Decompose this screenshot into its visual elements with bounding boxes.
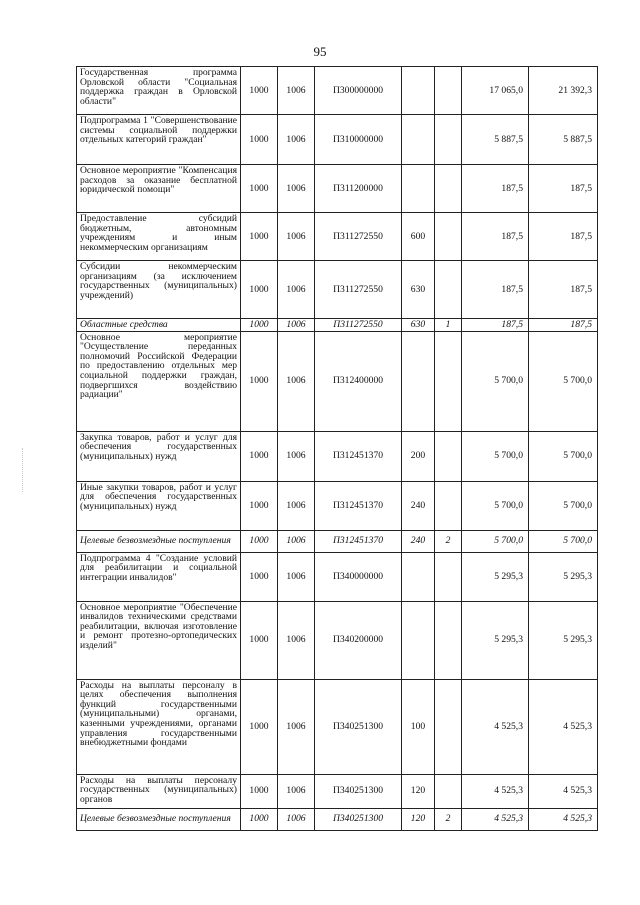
table-row (77, 431, 598, 481)
row-amount-1: 4 525,3 (462, 808, 529, 830)
row-target-article: П312451370 (315, 530, 402, 552)
row-name: Целевые безвозмездные поступления (77, 808, 241, 830)
row-target-article: П340000000 (315, 552, 402, 601)
row-amount-2: 5 700,0 (529, 481, 598, 530)
row-amount-1: 4 525,3 (462, 774, 529, 808)
row-funding-source (435, 679, 462, 774)
row-section: 1000 (241, 679, 278, 774)
row-funding-source (435, 213, 462, 261)
row-funding-source (435, 431, 462, 481)
table-row (77, 601, 598, 679)
row-section: 1000 (241, 331, 278, 431)
row-name: Целевые безвозмездные поступления (77, 530, 241, 552)
row-subsection: 1006 (278, 319, 315, 332)
row-section: 1000 (241, 552, 278, 601)
row-subsection: 1006 (278, 331, 315, 431)
table-row (77, 774, 598, 808)
row-section: 1000 (241, 213, 278, 261)
table-row (77, 67, 598, 115)
row-subsection: 1006 (278, 431, 315, 481)
row-name: Государственная программа Орловской области "Социальная поддержка граждан в Орловской области" (77, 67, 241, 115)
row-expense-type: 240 (402, 530, 435, 552)
scan-margin-mark (22, 448, 24, 492)
row-expense-type (402, 115, 435, 165)
row-subsection: 1006 (278, 530, 315, 552)
row-amount-2: 187,5 (529, 319, 598, 332)
row-amount-2: 21 392,3 (529, 67, 598, 115)
row-expense-type (402, 67, 435, 115)
row-section: 1000 (241, 165, 278, 213)
row-section: 1000 (241, 67, 278, 115)
table-row (77, 530, 598, 552)
row-subsection: 1006 (278, 601, 315, 679)
row-funding-source: 1 (435, 319, 462, 332)
row-subsection: 1006 (278, 261, 315, 319)
row-name: Расходы на выплаты персоналу государственных (муниципальных) органов (77, 774, 241, 808)
row-target-article: П312451370 (315, 431, 402, 481)
row-funding-source (435, 481, 462, 530)
row-section: 1000 (241, 261, 278, 319)
row-amount-2: 187,5 (529, 213, 598, 261)
row-subsection: 1006 (278, 679, 315, 774)
row-amount-1: 5 295,3 (462, 601, 529, 679)
row-name: Предоставление субсидий бюджетным, автономным учреждениям и иным некоммерческим организациям (77, 213, 241, 261)
row-section: 1000 (241, 431, 278, 481)
row-target-article: П340200000 (315, 601, 402, 679)
row-expense-type: 100 (402, 679, 435, 774)
row-amount-2: 5 295,3 (529, 601, 598, 679)
row-target-article: П312400000 (315, 331, 402, 431)
row-amount-1: 187,5 (462, 213, 529, 261)
table-row (77, 319, 598, 332)
row-name: Основное мероприятие "Осуществление переданных полномочий Российской Федерации по предоставлению отдельных мер социальной поддержки граждан, подвергшихся воздействию радиации" (77, 331, 241, 431)
row-name: Закупка товаров, работ и услуг для обеспечения государственных (муниципальных) нужд (77, 431, 241, 481)
row-subsection: 1006 (278, 115, 315, 165)
row-name: Подпрограмма 4 "Создание условий для реабилитации и социальной интеграции инвалидов" (77, 552, 241, 601)
row-funding-source (435, 601, 462, 679)
row-section: 1000 (241, 601, 278, 679)
row-name: Областные средства (77, 319, 241, 332)
row-amount-1: 187,5 (462, 165, 529, 213)
row-subsection: 1006 (278, 552, 315, 601)
row-amount-1: 5 295,3 (462, 552, 529, 601)
row-amount-2: 4 525,3 (529, 808, 598, 830)
row-name: Основное мероприятие "Обеспечение инвалидов техническими средствами реабилитации, включая изготовление и ремонт протезно-ортопедических изделий" (77, 601, 241, 679)
row-target-article: П311272550 (315, 213, 402, 261)
row-target-article: П311272550 (315, 261, 402, 319)
row-name: Подпрограмма 1 "Совершенствование системы социальной поддержки отдельных категорий граждан" (77, 115, 241, 165)
row-amount-2: 187,5 (529, 261, 598, 319)
row-subsection: 1006 (278, 774, 315, 808)
row-amount-1: 5 887,5 (462, 115, 529, 165)
row-expense-type (402, 165, 435, 213)
table-body (77, 67, 598, 831)
row-section: 1000 (241, 115, 278, 165)
row-target-article: П340251300 (315, 774, 402, 808)
row-amount-1: 5 700,0 (462, 530, 529, 552)
row-expense-type: 120 (402, 774, 435, 808)
row-amount-1: 5 700,0 (462, 331, 529, 431)
row-subsection: 1006 (278, 213, 315, 261)
row-name: Расходы на выплаты персоналу в целях обеспечения выполнения функций государственными (муниципальными) органами, казенными учреждениями, органами управления государственными внебюджетными фондами (77, 679, 241, 774)
row-target-article: П300000000 (315, 67, 402, 115)
row-amount-1: 5 700,0 (462, 431, 529, 481)
page-number: 95 (313, 44, 327, 59)
row-subsection: 1006 (278, 808, 315, 830)
row-funding-source (435, 331, 462, 431)
table-row (77, 213, 598, 261)
row-funding-source (435, 115, 462, 165)
row-amount-2: 5 700,0 (529, 331, 598, 431)
row-section: 1000 (241, 530, 278, 552)
row-section: 1000 (241, 808, 278, 830)
row-name: Основное мероприятие "Компенсация расходов за оказание бесплатной юридической помощи" (77, 165, 241, 213)
row-subsection: 1006 (278, 67, 315, 115)
row-expense-type: 240 (402, 481, 435, 530)
row-name: Иные закупки товаров, работ и услуг для обеспечения государственных (муниципальных) нужд (77, 481, 241, 530)
row-expense-type (402, 552, 435, 601)
row-amount-2: 4 525,3 (529, 774, 598, 808)
table-row (77, 261, 598, 319)
row-target-article: П340251300 (315, 679, 402, 774)
row-amount-1: 4 525,3 (462, 679, 529, 774)
row-target-article: П310000000 (315, 115, 402, 165)
row-amount-2: 5 295,3 (529, 552, 598, 601)
budget-table (76, 66, 598, 831)
row-funding-source: 2 (435, 530, 462, 552)
row-expense-type: 600 (402, 213, 435, 261)
row-amount-1: 5 700,0 (462, 481, 529, 530)
row-funding-source: 2 (435, 808, 462, 830)
row-funding-source (435, 165, 462, 213)
row-funding-source (435, 552, 462, 601)
table-row (77, 808, 598, 830)
row-amount-1: 187,5 (462, 319, 529, 332)
row-expense-type: 200 (402, 431, 435, 481)
table-row (77, 481, 598, 530)
row-expense-type: 630 (402, 261, 435, 319)
row-amount-2: 5 700,0 (529, 530, 598, 552)
row-subsection: 1006 (278, 165, 315, 213)
row-funding-source (435, 774, 462, 808)
row-amount-2: 5 887,5 (529, 115, 598, 165)
table-row (77, 115, 598, 165)
row-amount-1: 187,5 (462, 261, 529, 319)
row-section: 1000 (241, 481, 278, 530)
row-funding-source (435, 261, 462, 319)
row-amount-2: 187,5 (529, 165, 598, 213)
row-expense-type (402, 601, 435, 679)
row-amount-2: 5 700,0 (529, 431, 598, 481)
row-name: Субсидии некоммерческим организациям (за исключением государственных (муниципальных) учреждений) (77, 261, 241, 319)
table-row (77, 552, 598, 601)
row-section: 1000 (241, 319, 278, 332)
row-target-article: П340251300 (315, 808, 402, 830)
row-expense-type (402, 331, 435, 431)
table-row (77, 679, 598, 774)
row-expense-type: 120 (402, 808, 435, 830)
table-row (77, 165, 598, 213)
row-target-article: П311200000 (315, 165, 402, 213)
row-funding-source (435, 67, 462, 115)
row-subsection: 1006 (278, 481, 315, 530)
row-expense-type: 630 (402, 319, 435, 332)
row-amount-1: 17 065,0 (462, 67, 529, 115)
row-amount-2: 4 525,3 (529, 679, 598, 774)
row-target-article: П312451370 (315, 481, 402, 530)
row-target-article: П311272550 (315, 319, 402, 332)
row-section: 1000 (241, 774, 278, 808)
table-row (77, 331, 598, 431)
